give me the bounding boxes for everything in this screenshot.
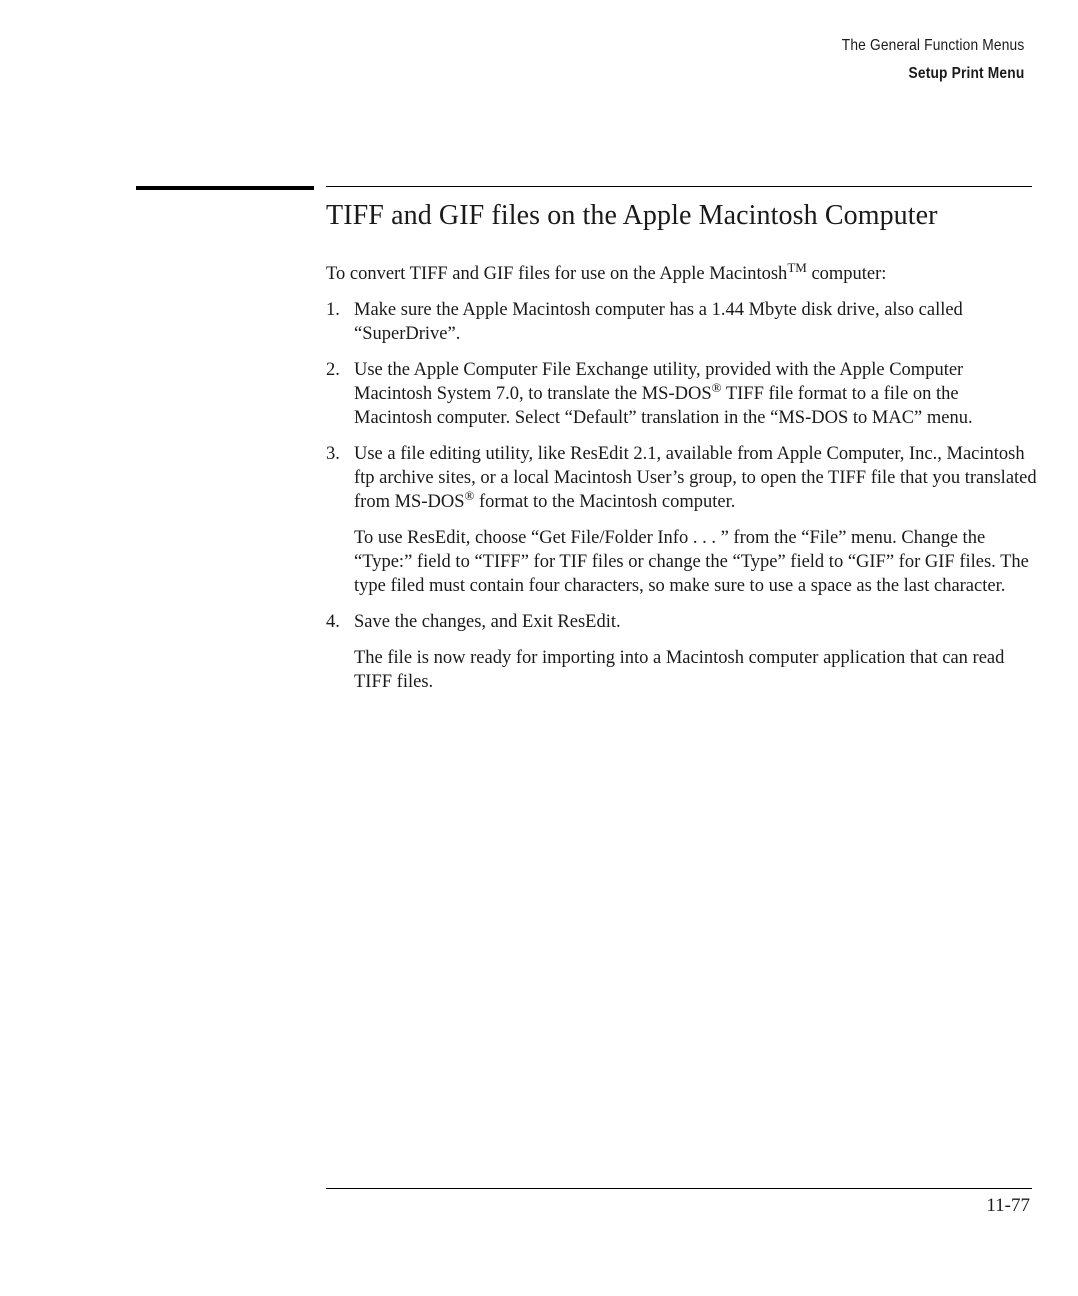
step-text: Save the changes, and Exit ResEdit. bbox=[354, 612, 621, 632]
list-item bbox=[326, 442, 1040, 598]
step-text: Make sure the Apple Macintosh computer has a 1.44 Mbyte disk drive, also called “SuperDrive”. bbox=[354, 300, 963, 344]
section-title: Setup Print Menu bbox=[908, 65, 1024, 82]
list-item bbox=[326, 298, 1040, 346]
list-item bbox=[326, 358, 1040, 430]
main-content bbox=[326, 198, 1040, 706]
step-text-part: Use the Apple Computer File Exchange utility, provided with the Apple Computer Macintosh System 7.0, to translate the MS-DOS bbox=[354, 360, 964, 404]
intro-paragraph bbox=[326, 262, 1040, 286]
section-rule-thin bbox=[326, 186, 1032, 187]
page-number: 11-77 bbox=[986, 1195, 1030, 1216]
step-note: To use ResEdit, choose “Get File/Folder Info . . . ” from the “File” menu. Change the “Type:” field to “TIFF” for TIF files or change the “Type” field to “GIF” for GIF files. The type filed must contain four characters, so make sure to use a space as the last character. bbox=[354, 528, 1029, 596]
step-number: 4. bbox=[326, 612, 340, 632]
list-item bbox=[326, 610, 1040, 694]
step-text-part: Use a file editing utility, like ResEdit 2.1, available from Apple Computer, Inc., Macintosh ftp archive sites, or a local Macintosh User’s group, to open the TIFF file that you translated from MS-DOS bbox=[354, 444, 1037, 512]
step-text bbox=[354, 358, 1040, 430]
running-header bbox=[812, 32, 1024, 88]
intro-text-end: computer: bbox=[806, 264, 887, 284]
step-number: 3. bbox=[326, 444, 340, 464]
step-text bbox=[354, 442, 1040, 514]
step-number: 2. bbox=[326, 360, 340, 380]
footer-rule bbox=[326, 1188, 1032, 1189]
step-number: 1. bbox=[326, 300, 340, 320]
registered-symbol: ® bbox=[711, 380, 722, 395]
trademark-symbol: TM bbox=[787, 260, 807, 275]
step-text-part: format to the Macintosh computer. bbox=[474, 492, 736, 512]
chapter-title: The General Function Menus bbox=[841, 37, 1024, 54]
step-text-part: TIFF file format to a file on the Macintosh computer. Select “Default” translation in the “MS-DOS to MAC” menu. bbox=[354, 384, 973, 428]
section-rule-thick bbox=[136, 186, 314, 190]
intro-text: To convert TIFF and GIF files for use on the Apple Macintosh bbox=[326, 264, 788, 284]
registered-symbol: ® bbox=[464, 488, 475, 503]
step-note: The file is now ready for importing into a Macintosh computer application that can read TIFF files. bbox=[354, 648, 1005, 692]
page-title: TIFF and GIF files on the Apple Macintosh Computer bbox=[326, 200, 938, 231]
steps-list bbox=[326, 298, 1040, 694]
